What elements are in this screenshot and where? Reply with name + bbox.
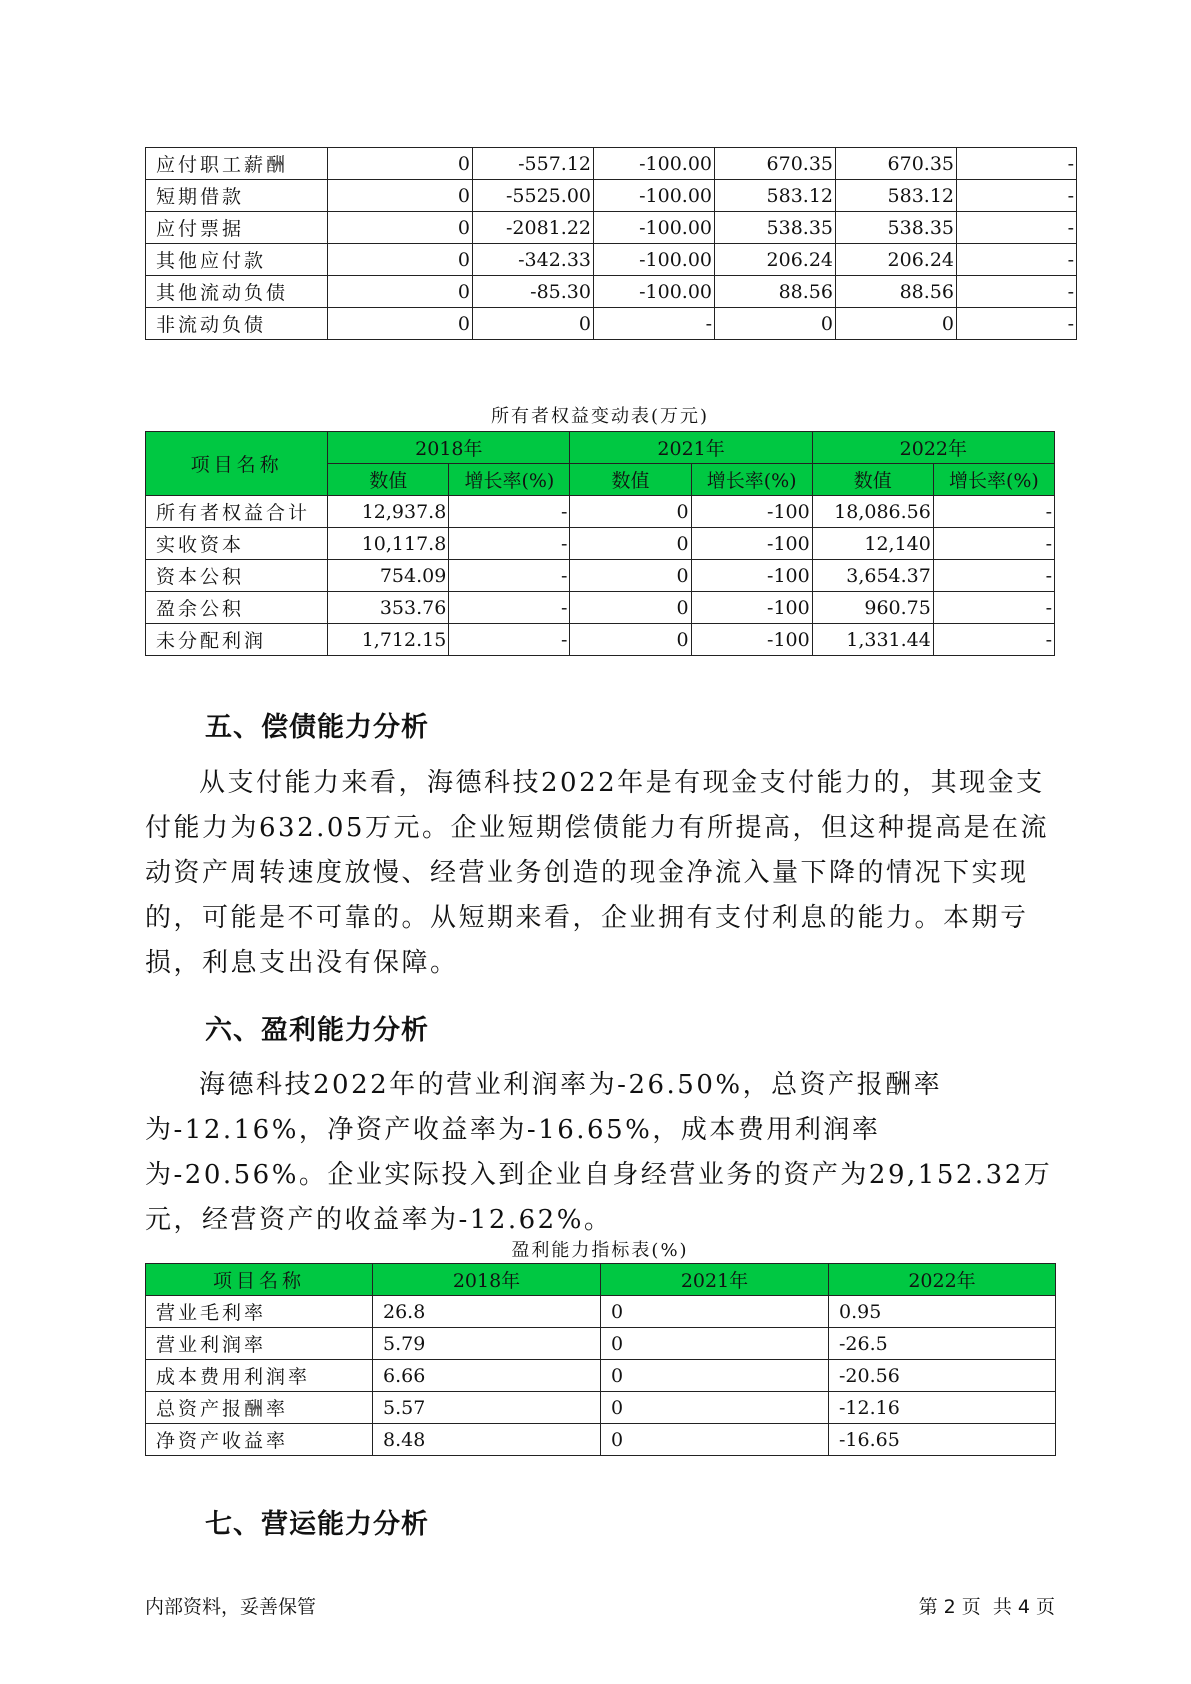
profit-header-year: 2018年 [373,1264,601,1296]
section-paragraph-debt-paying: 从支付能力来看，海德科技2022年是有现金支付能力的，其现金支付能力为632.05万元。企业短期偿债能力有所提高，但这种提高是在流动资产周转速度放慢、经营业务创造的现金净流入量下降的情况下实现的，可能是不可靠的。从短期来看，企业拥有支付利息的能力。本期亏损，利息支出没有保障。 [145,768,1049,978]
row-label-cell: 非流动负债 [146,308,328,340]
table-cell: - [957,244,1077,276]
table-cell: 88.56 [836,276,957,308]
table-cell: 0 [328,244,473,276]
table-cell: 3,654.37 [812,560,933,592]
equity-table [145,431,1055,656]
table-cell: - [957,212,1077,244]
table-cell: -2081.22 [473,212,594,244]
table-cell: 12,140 [812,528,933,560]
table-cell: 0 [570,496,691,528]
table-cell: - [933,592,1054,624]
table-row [146,1360,1056,1392]
footer-page-number: 第 2 页 共 4 页 [918,1596,1055,1618]
section-paragraph-profitability: 海德科技2022年的营业利润率为-26.50%，总资产报酬率为-12.16%，净资产收益率为-16.65%，成本费用利润率为-20.56%。企业实际投入到企业自身经营业务的资产为29,152.32万元，经营资产的收益率为-12.62%。 [145,1070,1053,1235]
table-cell: 88.56 [715,276,836,308]
table-cell: -100.00 [594,180,715,212]
table-cell: 0 [601,1360,829,1392]
table-cell: 0 [570,624,691,656]
table-cell: 0 [328,308,473,340]
table-cell: - [933,528,1054,560]
profit-header-year: 2022年 [829,1264,1056,1296]
equity-item-header: 项目名称 [146,432,328,496]
table-cell: 0 [473,308,594,340]
table-cell: - [957,276,1077,308]
row-label-cell: 盈余公积 [146,592,328,624]
table-cell: -20.56 [829,1360,1056,1392]
table-cell: - [449,528,570,560]
table-cell: -100.00 [594,276,715,308]
row-label-cell: 营业利润率 [146,1328,373,1360]
footer-confidential-note: 内部资料，妥善保管 [145,1596,317,1618]
table-cell: 0.95 [829,1296,1056,1328]
row-label-cell: 未分配利润 [146,624,328,656]
equity-year-header: 2022年 [812,432,1054,464]
table-cell: 6.66 [373,1360,601,1392]
table-cell: 206.24 [836,244,957,276]
table-cell: -85.30 [473,276,594,308]
table-cell: -557.12 [473,148,594,180]
equity-year-header: 2021年 [570,432,812,464]
profit-table [145,1263,1056,1456]
table-cell: 0 [836,308,957,340]
table-row [146,1424,1056,1456]
table-cell: - [449,624,570,656]
table-cell: - [957,180,1077,212]
row-label-cell: 实收资本 [146,528,328,560]
row-label-cell: 其他流动负债 [146,276,328,308]
table-cell: 670.35 [715,148,836,180]
row-label-cell: 总资产报酬率 [146,1392,373,1424]
row-label-cell: 资本公积 [146,560,328,592]
table-cell: -100.00 [594,212,715,244]
table-cell: 583.12 [836,180,957,212]
table-cell: -100.00 [594,244,715,276]
table-cell: 1,331.44 [812,624,933,656]
equity-subheader-growth: 增长率(%) [449,464,570,496]
equity-table-caption: 所有者权益变动表(万元) [490,406,710,427]
table-cell: 0 [601,1296,829,1328]
table-cell: 26.8 [373,1296,601,1328]
table-row [146,308,1077,340]
table-row [146,1328,1056,1360]
profit-header-item: 项目名称 [146,1264,373,1296]
table-cell: -100.00 [594,148,715,180]
row-label-cell: 应付职工薪酬 [146,148,328,180]
liabilities-table [145,147,1077,340]
table-cell: -100 [691,560,812,592]
table-cell: 0 [328,148,473,180]
equity-year-header: 2018年 [328,432,570,464]
table-cell: 18,086.56 [812,496,933,528]
table-cell: -26.5 [829,1328,1056,1360]
table-cell: 583.12 [715,180,836,212]
table-cell: -342.33 [473,244,594,276]
table-cell: -100 [691,592,812,624]
equity-subheader-value: 数值 [570,464,691,496]
table-cell: - [933,496,1054,528]
table-cell: 0 [715,308,836,340]
table-cell: - [933,560,1054,592]
section-heading-debt-paying: 五、偿债能力分析 [205,712,429,743]
table-cell: - [957,148,1077,180]
table-cell: -12.16 [829,1392,1056,1424]
row-label-cell: 应付票据 [146,212,328,244]
table-cell: 206.24 [715,244,836,276]
table-cell: -16.65 [829,1424,1056,1456]
table-cell: 0 [570,560,691,592]
table-cell: 0 [328,276,473,308]
row-label-cell: 短期借款 [146,180,328,212]
section-heading-profitability: 六、盈利能力分析 [205,1015,429,1046]
table-row [146,592,1055,624]
equity-subheader-value: 数值 [812,464,933,496]
table-cell: 8.48 [373,1424,601,1456]
table-cell: 670.35 [836,148,957,180]
row-label-cell: 营业毛利率 [146,1296,373,1328]
table-row [146,1392,1056,1424]
table-cell: - [594,308,715,340]
table-cell: -100 [691,624,812,656]
table-cell: -100 [691,528,812,560]
table-cell: 0 [570,528,691,560]
equity-subheader-value: 数值 [328,464,449,496]
profit-table-caption: 盈利能力指标表(%) [511,1240,689,1261]
table-cell: 0 [601,1328,829,1360]
table-cell: 754.09 [328,560,449,592]
table-cell: -5525.00 [473,180,594,212]
table-cell: 353.76 [328,592,449,624]
table-row [146,244,1077,276]
table-cell: 538.35 [836,212,957,244]
table-cell: 0 [601,1424,829,1456]
table-row [146,148,1077,180]
table-row [146,212,1077,244]
section-heading-operating: 七、营运能力分析 [205,1509,429,1540]
equity-subheader-growth: 增长率(%) [933,464,1054,496]
table-cell: 0 [601,1392,829,1424]
table-row [146,496,1055,528]
table-row [146,560,1055,592]
row-label-cell: 成本费用利润率 [146,1360,373,1392]
table-cell: 960.75 [812,592,933,624]
table-cell: - [449,592,570,624]
row-label-cell: 净资产收益率 [146,1424,373,1456]
profit-header-year: 2021年 [601,1264,829,1296]
table-cell: - [449,496,570,528]
table-cell: - [449,560,570,592]
row-label-cell: 所有者权益合计 [146,496,328,528]
table-cell: 0 [570,592,691,624]
equity-subheader-growth: 增长率(%) [691,464,812,496]
table-row [146,180,1077,212]
table-cell: 5.79 [373,1328,601,1360]
table-cell: 0 [328,212,473,244]
table-cell: 0 [328,180,473,212]
table-cell: 12,937.8 [328,496,449,528]
table-cell: 1,712.15 [328,624,449,656]
table-cell: -100 [691,496,812,528]
table-cell: 10,117.8 [328,528,449,560]
row-label-cell: 其他应付款 [146,244,328,276]
table-cell: 5.57 [373,1392,601,1424]
table-row [146,1296,1056,1328]
table-row [146,624,1055,656]
table-row [146,528,1055,560]
table-cell: 538.35 [715,212,836,244]
table-row [146,276,1077,308]
table-cell: - [957,308,1077,340]
table-cell: - [933,624,1054,656]
